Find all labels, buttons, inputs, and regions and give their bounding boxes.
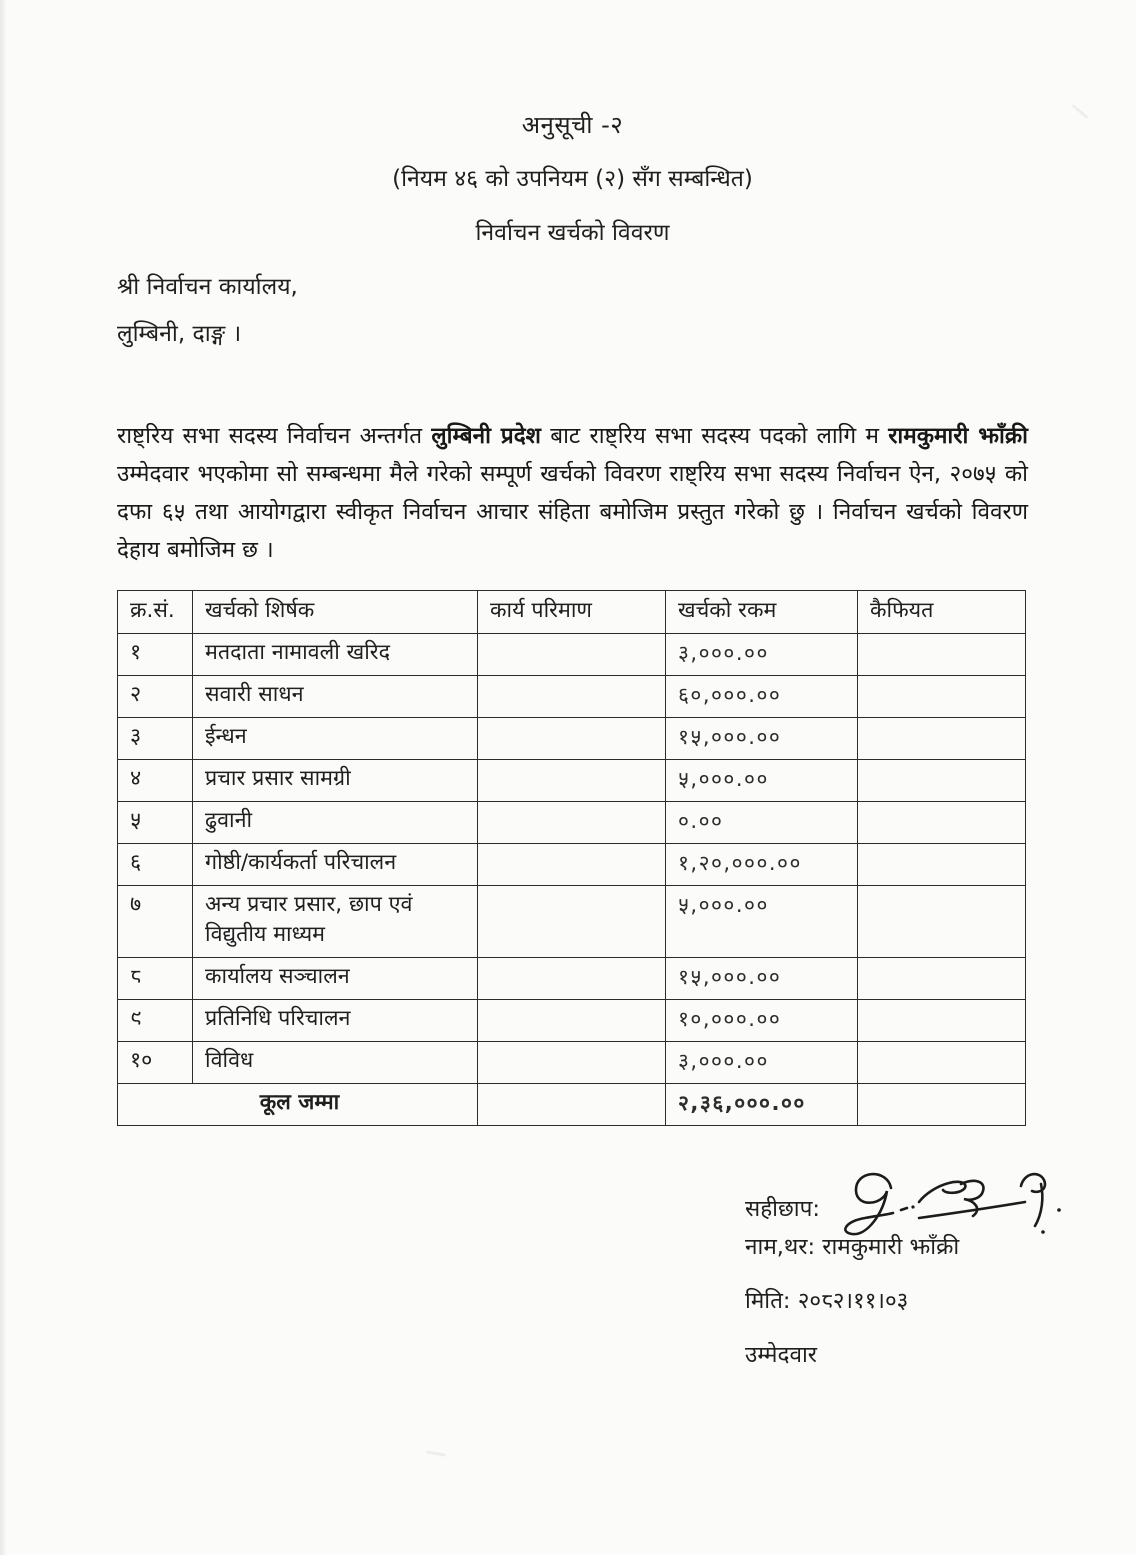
text-run: बाट राष्ट्रिय सभा सदस्य पदको लागि म bbox=[540, 423, 889, 449]
document-header bbox=[117, 110, 1028, 248]
expense-row bbox=[118, 760, 1026, 802]
amount-cell: १५,०००.०० bbox=[666, 958, 858, 1000]
date-value: २०८२।११।०३ bbox=[797, 1288, 909, 1314]
remarks-cell bbox=[858, 1000, 1026, 1042]
quantity-cell bbox=[478, 760, 666, 802]
document-heading: निर्वाचन खर्चको विवरण bbox=[475, 220, 670, 246]
quantity-cell bbox=[478, 1042, 666, 1084]
amount-cell: ५,०००.०० bbox=[666, 760, 858, 802]
quantity-cell bbox=[478, 802, 666, 844]
amount-cell: ०.०० bbox=[666, 802, 858, 844]
serial-cell: ९ bbox=[118, 1000, 193, 1042]
total-quantity-cell bbox=[478, 1084, 666, 1126]
bold-text-run: रामकुमारी झाँक्री bbox=[888, 423, 1028, 449]
expense-row bbox=[118, 1000, 1026, 1042]
serial-cell: ७ bbox=[118, 886, 193, 958]
scan-artifact bbox=[426, 1450, 446, 1456]
quantity-cell bbox=[478, 1000, 666, 1042]
designation-label: उम्मेदवार bbox=[745, 1342, 818, 1368]
total-label: कूल जम्मा bbox=[118, 1084, 478, 1126]
seal-row bbox=[745, 1172, 1028, 1232]
expense-table bbox=[117, 590, 1026, 1126]
serial-cell: १ bbox=[118, 634, 193, 676]
quantity-cell bbox=[478, 634, 666, 676]
remarks-cell bbox=[858, 844, 1026, 886]
address-line-office: श्री निर्वाचन कार्यालय, bbox=[117, 274, 298, 300]
amount-cell: १,२०,०००.०० bbox=[666, 844, 858, 886]
table-header-row bbox=[118, 591, 1026, 634]
amount-cell: ३,०००.०० bbox=[666, 634, 858, 676]
remarks-cell bbox=[858, 718, 1026, 760]
date-label: मिति: bbox=[745, 1288, 791, 1314]
total-amount: २,३६,०००.०० bbox=[666, 1084, 858, 1126]
col-header-title: खर्चको शिर्षक bbox=[193, 591, 478, 634]
name-row bbox=[745, 1232, 1028, 1286]
expense-row bbox=[118, 802, 1026, 844]
title-cell: कार्यालय सञ्चालन bbox=[193, 958, 478, 1000]
expense-row bbox=[118, 718, 1026, 760]
signature-block bbox=[745, 1172, 1028, 1394]
title-cell: विविध bbox=[193, 1042, 478, 1084]
title-cell: अन्य प्रचार प्रसार, छाप एवं विद्युतीय माध्यम bbox=[193, 886, 478, 958]
date-row bbox=[745, 1286, 1028, 1340]
expense-row bbox=[118, 634, 1026, 676]
title-cell: गोष्ठी/कार्यकर्ता परिचालन bbox=[193, 844, 478, 886]
bold-text-run: लुम्बिनी प्रदेश bbox=[431, 423, 541, 449]
expense-row bbox=[118, 1042, 1026, 1084]
rule-reference: (नियम ४६ को उपनियम (२) सँग सम्बन्धित) bbox=[392, 166, 753, 192]
expense-row bbox=[118, 844, 1026, 886]
text-run: उम्मेदवार भएकोमा सो सम्बन्धमा मैले गरेको सम्पूर्ण खर्चको विवरण राष्ट्रिय सभा सदस्य निर्वाचन ऐन, २०७५ को दफा ६५ तथा आयोगद्वारा स्वीकृत निर्वाचन आचार संहिता बमोजिम प्रस्तुत गरेको छु । निर्वाचन खर्चको विवरण देहाय बमोजिम छ । bbox=[117, 461, 1028, 563]
col-header-serial: क्र.सं. bbox=[118, 591, 193, 634]
name-label: नाम,थर: bbox=[745, 1234, 816, 1260]
title-cell: ढुवानी bbox=[193, 802, 478, 844]
name-value: रामकुमारी झाँक्री bbox=[822, 1234, 960, 1260]
title-cell: मतदाता नामावली खरिद bbox=[193, 634, 478, 676]
schedule-title: अनुसूची -२ bbox=[521, 111, 624, 139]
col-header-amount: खर्चको रकम bbox=[666, 591, 858, 634]
expense-row bbox=[118, 676, 1026, 718]
serial-cell: ५ bbox=[118, 802, 193, 844]
serial-cell: १० bbox=[118, 1042, 193, 1084]
expense-row bbox=[118, 886, 1026, 958]
amount-cell: ३,०००.०० bbox=[666, 1042, 858, 1084]
title-cell: प्रतिनिधि परिचालन bbox=[193, 1000, 478, 1042]
title-cell: सवारी साधन bbox=[193, 676, 478, 718]
remarks-cell bbox=[858, 958, 1026, 1000]
quantity-cell bbox=[478, 844, 666, 886]
amount-cell: १०,०००.०० bbox=[666, 1000, 858, 1042]
serial-cell: ३ bbox=[118, 718, 193, 760]
quantity-cell bbox=[478, 958, 666, 1000]
amount-cell: १५,०००.०० bbox=[666, 718, 858, 760]
expense-row bbox=[118, 958, 1026, 1000]
serial-cell: ४ bbox=[118, 760, 193, 802]
col-header-remarks: कैफियत bbox=[858, 591, 1026, 634]
amount-cell: ६०,०००.०० bbox=[666, 676, 858, 718]
total-row bbox=[118, 1084, 1026, 1126]
address-line-location: लुम्बिनी, दाङ्ग । bbox=[117, 321, 242, 347]
declaration-paragraph bbox=[117, 417, 1028, 569]
text-run: राष्ट्रिय सभा सदस्य निर्वाचन अन्तर्गत bbox=[117, 423, 432, 449]
recipient-address bbox=[117, 272, 1028, 349]
quantity-cell bbox=[478, 718, 666, 760]
seal-label: सहीछाप: bbox=[745, 1196, 820, 1222]
serial-cell: ६ bbox=[118, 844, 193, 886]
remarks-cell bbox=[858, 1042, 1026, 1084]
remarks-cell bbox=[858, 886, 1026, 958]
amount-cell: ५,०००.०० bbox=[666, 886, 858, 958]
remarks-cell bbox=[858, 760, 1026, 802]
designation-row bbox=[745, 1340, 1028, 1394]
remarks-cell bbox=[858, 634, 1026, 676]
quantity-cell bbox=[478, 886, 666, 958]
title-cell: ईन्धन bbox=[193, 718, 478, 760]
quantity-cell bbox=[478, 676, 666, 718]
total-remarks-cell bbox=[858, 1084, 1026, 1126]
serial-cell: ८ bbox=[118, 958, 193, 1000]
serial-cell: २ bbox=[118, 676, 193, 718]
title-cell: प्रचार प्रसार सामग्री bbox=[193, 760, 478, 802]
remarks-cell bbox=[858, 676, 1026, 718]
col-header-quantity: कार्य परिमाण bbox=[478, 591, 666, 634]
remarks-cell bbox=[858, 802, 1026, 844]
